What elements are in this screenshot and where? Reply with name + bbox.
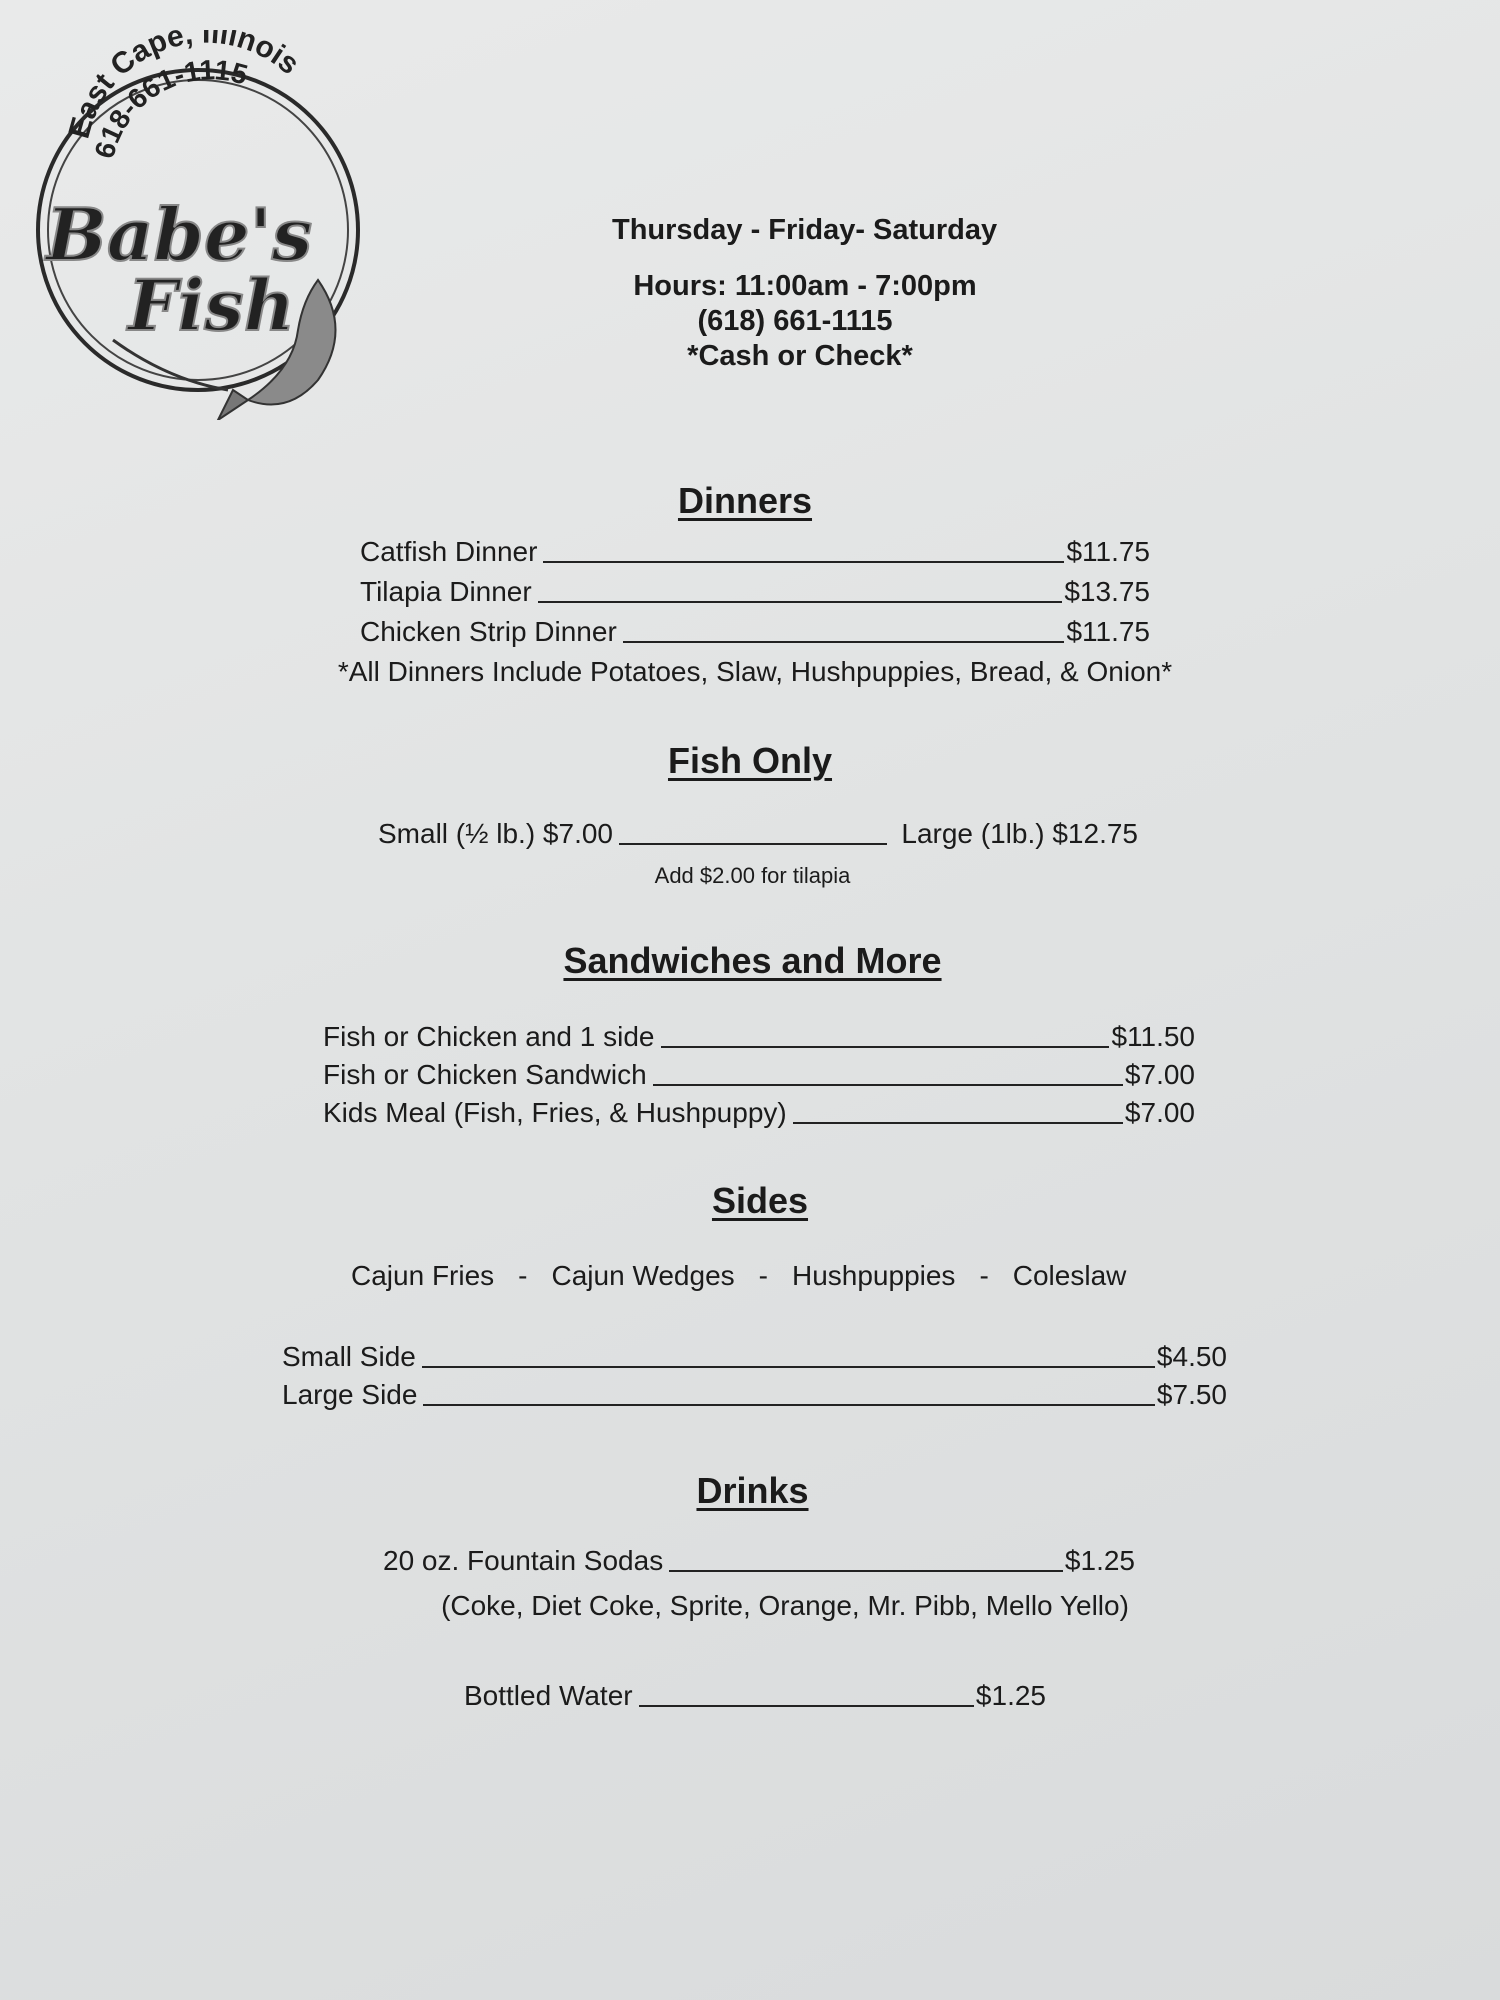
menu-item [360,528,1150,568]
menu-item-name: Catfish Dinner [360,536,538,567]
menu-item-price: $11.75 [1066,536,1150,567]
logo-name-line2: Fish [128,264,295,347]
sandwiches-heading: Sandwiches and More [563,940,942,981]
side-option: Cajun Wedges [551,1260,735,1291]
leader-line [623,640,1065,643]
menu-item-price: $7.50 [1156,1379,1227,1410]
leader-line [669,1569,1063,1572]
menu-item [323,1091,1195,1129]
menu-item-price: $13.75 [1064,576,1150,607]
logo-name-line1: Babe's [46,192,313,277]
dinners-note: *All Dinners Include Potatoes, Slaw, Hushpuppies, Bread, & Onion* [337,656,1173,687]
leader-line [543,560,1064,563]
leader-line [538,600,1063,603]
menu-item [282,1373,1227,1411]
leader-line [653,1083,1123,1086]
days-open: Thursday - Friday- Saturday [612,214,998,246]
menu-item-price: $7.00 [1124,1097,1195,1128]
menu-item-price: $1.25 [1064,1545,1135,1576]
drinks-heading: Drinks [696,1470,809,1511]
menu-item [360,608,1150,648]
logo-location: East Cape, Illinois [62,30,306,142]
sandwiches-list [323,1015,1195,1129]
fish-only-row [378,818,1138,850]
leader-line [639,1704,974,1707]
payment-note: *Cash or Check* [687,340,913,372]
side-option: Coleslaw [1012,1260,1127,1291]
sides-options [351,1260,1126,1292]
menu-item-price: $4.50 [1156,1341,1227,1372]
menu-item [464,1680,1046,1712]
menu-item [282,1335,1227,1373]
menu-item [323,1053,1195,1091]
fish-only-heading: Fish Only [667,740,833,781]
sides-list [282,1335,1227,1411]
tilapia-note: Add $2.00 for tilapia [654,863,851,888]
menu-item-price: $11.50 [1111,1021,1195,1052]
side-option: Hushpuppies [791,1260,956,1291]
fish-logo-icon [18,30,378,420]
separator: - [758,1260,768,1291]
leader-line [619,842,887,845]
menu-item-name: 20 oz. Fountain Sodas [383,1545,664,1576]
sides-heading: Sides [711,1180,809,1221]
menu-item-name: Kids Meal (Fish, Fries, & Hushpuppy) [323,1097,787,1128]
menu-item-name: Large Side [282,1379,418,1410]
separator: - [979,1260,989,1291]
menu-item [383,1545,1135,1577]
fish-only-large: Large (1lb.) $12.75 [901,818,1138,849]
menu-item-name: Small Side [282,1341,416,1372]
menu-item-price: $7.00 [1124,1059,1195,1090]
dinners-heading: Dinners [677,480,813,521]
menu-item-name: Fish or Chicken and 1 side [323,1021,655,1052]
dinners-list [360,528,1150,648]
phone-number: (618) 661-1115 [697,305,893,337]
babes-fish-logo [18,30,378,420]
leader-line [423,1403,1154,1406]
menu-item-name: Fish or Chicken Sandwich [323,1059,647,1090]
fish-only-small: Small (½ lb.) $7.00 [378,818,613,849]
menu-item [323,1015,1195,1053]
menu-item-price: $11.75 [1066,616,1150,647]
separator: - [518,1260,528,1291]
logo-phone: 618-661-1115 [88,54,251,162]
soda-flavors: (Coke, Diet Coke, Sprite, Orange, Mr. Pibb, Mello Yello) [441,1590,1129,1621]
leader-line [793,1121,1123,1124]
leader-line [422,1365,1155,1368]
menu-item-name: Bottled Water [464,1680,633,1711]
menu-item-name: Tilapia Dinner [360,576,532,607]
menu-item-price: $1.25 [975,1680,1046,1711]
menu-item [360,568,1150,608]
hours: Hours: 11:00am - 7:00pm [633,270,977,302]
menu-item-name: Chicken Strip Dinner [360,616,617,647]
leader-line [661,1045,1110,1048]
side-option: Cajun Fries [351,1260,495,1291]
